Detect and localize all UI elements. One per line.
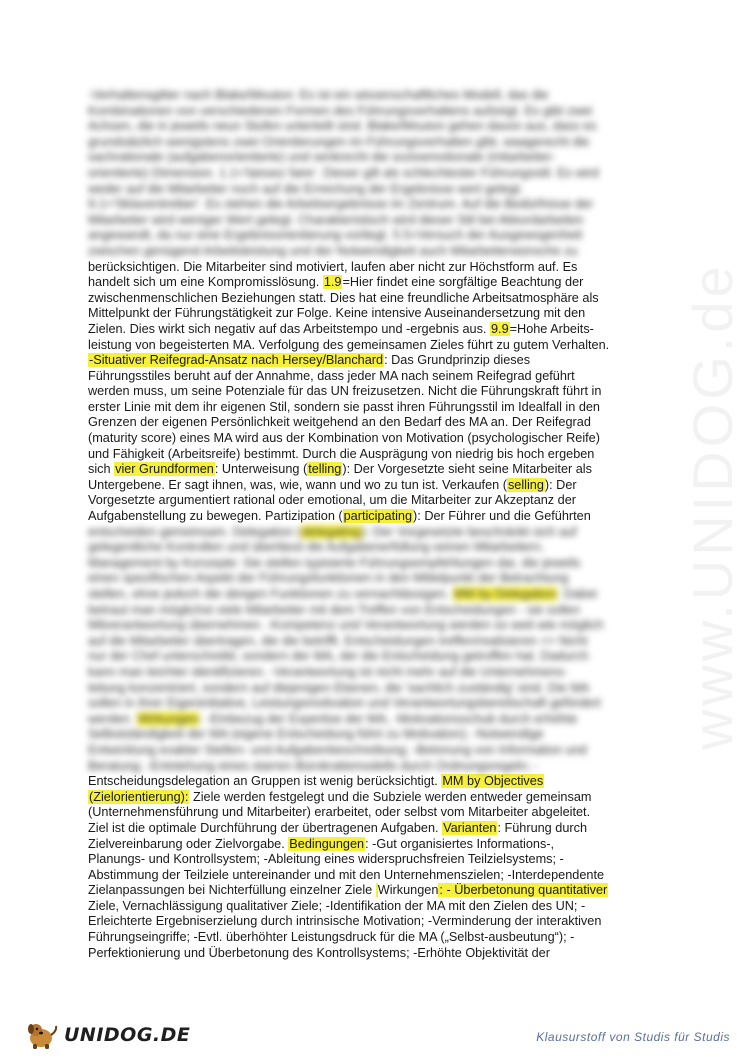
text-run: Erleichterte Ergebniserzielung durch intrinsische Motivation; -Verminderung der interaktiven [88,914,602,929]
footer-tagline: Klausurstoff von Studis für Studis [536,1030,730,1044]
text-run: Management by Konzepte: Sie stellen typisierte Führungsempfehlungen dar, die jeweils [88,555,581,570]
text-run: entscheiden gemeinsam. Delegation ( [88,524,301,539]
text-line [88,805,658,821]
text-run: Ziele, Vernachlässigung qualitativer Ziele; -Identifikation der MA mit den Zielen des UN; - [88,898,586,913]
text-run: zwischen genügend Arbeitsleistung und der Notwendigkeit auch Mitarbeiterwünsche zu [88,243,578,258]
text-run: leistung von begeisterten MA. Verfolgung des gemeinsamen Zieles führt zu gutem Verhalten. [88,337,610,352]
text-line [88,696,658,712]
text-run: Kombinationen von verschiedenen Formen des Führungsverhaltens aufzeigt. Es gibt zwei [88,103,593,118]
highlighted-term: participating [343,509,413,524]
text-line [88,88,658,104]
text-line [88,353,658,369]
text-run: Entscheidungsdelegation an Gruppen ist wenig berücksichtigt. [88,774,442,789]
text-line [88,587,658,603]
text-run: Zielanpassungen bei Nichterfüllung einzelner Ziele [88,883,376,898]
text-run: Zielen. Dies wirkt sich negativ auf das Arbeitstempo und -ergebnis aus. [88,321,490,336]
text-run: Beratung; -Entstehung eines starren Bürokratiemodells durch Ordnungsregeln; - [88,758,538,773]
text-run: nur der Chef unterschreibt, sondern der MA, der die Entscheidung getroffen hat. Dadurch [88,649,589,664]
text-run: : Führung durch [497,820,588,835]
text-line [88,571,658,587]
text-run: erster Linie mit dem ihr eigenen Stil, sondern sie passt ihren Führungsstil im Idealfall in den [88,399,600,414]
highlighted-term: vier Grundformen [115,462,214,477]
text-line [88,166,658,182]
visible-section-middle [88,260,658,525]
text-run: =Hohe Arbeits- [509,321,594,336]
text-line [88,182,658,198]
text-line [88,384,658,400]
text-run: : Unterweisung ( [214,462,308,477]
highlighted-term: telling [308,462,342,477]
text-run: auf die Mitarbeiter übertragen, die die betrifft. Entscheidungen treffen/realisieren => Nicht [88,633,588,648]
text-line [88,135,658,151]
text-run: Führungseingriffe; -Evtl. überhöhter Leistungsdruck für die MA („Selbst-ausbeutung“); - [88,930,575,945]
text-run: sachrationale (aufgabenorientierte) und senkrecht die sozioemotionale (mitarbeiter- [88,150,556,165]
text-run: angewandt, da nur eine Ergebnisorientierung vorliegt. 5.5=Versuch der Ausgewogenheit [88,228,583,243]
highlighted-term: : - Überbetonung quantitativer [439,883,608,898]
highlighted-term: Bedingungen [289,836,365,851]
text-run: ): Der Führer und die Geführten [413,509,591,524]
text-run: leitung konzentriert, sondern auf diejenigen Ebenen, die 'sachlich zuständig' sind. Die MA [88,680,590,695]
text-run: Ziel ist die optimale Durchführung der übertragenen Aufgaben. [88,820,443,835]
text-line [88,618,658,634]
text-run: zwischenmenschlichen Beziehungen statt. Dies hat eine freundliche Arbeitsatmosphäre als [88,290,599,305]
text-run: Vorgesetzte argumentiert rational oder emotional, um die Mitarbeiter zur Akzeptanz der [88,493,577,508]
text-line [88,322,658,338]
text-line [88,665,658,681]
text-line [88,727,658,743]
text-run: (maturity score) eines MA wird aus der Kombination von Motivation (psychologischer Reife) [88,431,600,446]
text-run: (Unternehmensführung und Mitarbeiter) erarbeitet, oder selbst vom Mitarbeiter abgeleitet. [88,805,591,820]
watermark: www.UNIDOG.de [681,262,744,750]
text-line [88,291,658,307]
text-line [88,525,658,541]
text-run: berücksichtigen. Die Mitarbeiter sind motiviert, laufen aber nicht zur Höchstform auf. Es [88,259,578,274]
text-run: : -Gut organisiertes Informations-, [365,836,555,851]
highlighted-term: MM by Delegation [453,587,556,601]
text-run: und Fähigkeit (Arbeitsreife) bestimmt. Durch die Ausprägung von niedrig bis hoch ergeben [88,446,595,461]
text-line [88,759,658,775]
text-run: sich [88,462,115,477]
text-line [88,821,658,837]
text-line [88,603,658,619]
text-run: Aufgabenstellung zu bewegen. Partizipation ( [88,509,343,524]
highlighted-term: Varianten [443,820,497,835]
text-line [88,634,658,650]
text-line [88,228,658,244]
text-run: stellen, ohne jedoch die übrigen Funktionen zu vernachlässigen. [88,587,453,601]
text-line [88,306,658,322]
text-line [88,197,658,213]
highlighted-term: (Zielorientierung): [89,789,189,804]
text-run: Perfektionierung und Überbetonung des Kontrollsystems; -Erhöhte Objektivität der [88,945,550,960]
highlighted-term: MM by Objectives [442,774,544,789]
text-line [88,462,658,478]
document-body [88,88,658,961]
visible-section-bottom [88,774,658,961]
text-run: kann man leichter identifizieren. -Verantwortung ist nicht mehr auf die Unternehmens- [88,664,568,679]
highlighted-term: delegating [302,524,361,539]
text-run: Untergebene. Er sagt ihnen, was, wie, wann und wo zu tun ist. Verkaufen ( [88,477,507,492]
text-line [88,540,658,556]
text-run: Achsen, die in jeweils neun Stufen unterteilt sind. Blake/Mouton gehen davon aus, dass es [88,119,597,134]
text-run: 9.1='Sklaventreiber'. Es stehen die Arbeitsergebnisse im Zentrum. Auf die Bedürfnisse der [88,197,594,212]
text-run: : Das Grundprinzip dieses [384,353,531,368]
text-line [88,338,658,354]
highlighted-term: 1.9 [323,275,342,290]
text-line [88,431,658,447]
text-line [88,930,658,946]
text-line [88,369,658,385]
text-line [88,883,658,899]
text-line [88,275,658,291]
text-run: Zielvereinbarung oder Zielvorgabe. [88,836,289,851]
text-line [88,244,658,260]
highlighted-term: Wirkungen [137,711,199,726]
text-line [88,493,658,509]
text-run: ): Der [544,477,577,492]
highlighted-term: -Situativer Reifegrad-Ansatz nach Hersey/Blanchard [89,353,384,368]
text-run: Mitverantwortung übernehmen. -Kompetenz und Verantwortung werden so weit wie möglich [88,618,604,633]
text-run: Entwicklung exakter Stellen- und Aufgabenbeschreibung; -Betonung von Information und [88,742,587,757]
text-run: Wirkungen [377,883,439,898]
text-line [88,790,658,806]
text-line [88,556,658,572]
text-line [88,447,658,463]
text-line [88,415,658,431]
text-run: Führungsstiles beruht auf der Annahme, dass jeder MA nach seinem Reifegrad geführt [88,368,575,383]
text-line [88,946,658,962]
text-line [88,852,658,868]
text-run: weder auf die Mitarbeiter noch auf die Erreichung der Ergebnisse wert gelegt. [88,181,524,196]
highlighted-term: selling [507,477,544,492]
text-run: Mitarbeiter wird weniger Wert gelegt. Charakteristisch wird dieser Stil bei Akkordarbeiten [88,212,584,227]
text-line [88,400,658,416]
text-run: -Verhaltensgitter nach Blake/Mouton: Es ist ein wissenschaftliches Modell, das die [88,88,549,102]
text-run: =Hier findet eine sorgfältige Beachtung der [342,275,584,290]
blurred-section-top [88,88,658,260]
text-line [88,649,658,665]
text-run: Ziele werden festgelegt und die Subziele werden entweder gemeinsam [189,789,592,804]
text-run: Mittelpunkt der Führungstätigkeit zur Folge. Keine intensive Auseinandersetzung mit den [88,306,586,321]
text-run: Grenzen der eigenen Persönlichkeit weitgehend an den Bedarf des MA an. Der Reifegrad [88,415,591,430]
text-run: einen spezifischen Aspekt der Führungsfunktionen in den Mittelpunkt der Betrachtung [88,571,569,586]
text-line [88,150,658,166]
text-run: orientierte) Dimension. 1.1='laissez faire'. Dieser gilt als schlechtester Führungsstil. Es wird [88,165,599,180]
text-line [88,213,658,229]
text-run: Abstimmung der Teilziele untereinander und mit den Unternehmenszielen; -Interdependente [88,867,605,882]
text-line [88,743,658,759]
highlighted-term: 9.9 [490,321,509,336]
text-line [88,837,658,853]
text-run: betraut man möglichst viele Mitarbeiter mit dem Treffen von Entscheidungen - sie sollen [88,602,580,617]
text-line [88,774,658,790]
text-line [88,104,658,120]
text-run: : Dabei [556,587,598,601]
text-line [88,899,658,915]
text-line [88,868,658,884]
text-run: werden. [88,711,137,726]
text-line [88,119,658,135]
blurred-section-bottom [88,525,658,775]
text-line [88,914,658,930]
text-run: ): Der Vorgesetzte sieht seine Mitarbeiter als [342,462,592,477]
text-run: ): Der Vorgesetzte beschränkt sich auf [361,524,577,539]
dog-mascot-icon [24,1020,58,1050]
unidog-logo[interactable] [24,1020,190,1050]
text-line [88,712,658,728]
text-run: handelt sich um eine Kompromisslösung. [88,275,323,290]
text-run: gelegentliche Kontrollen und überlässt die Aufgabenerfüllung seinen Mitarbeitern. [88,540,545,555]
logo-text: UNIDOG.DE [64,1024,191,1046]
text-line [88,681,658,697]
text-line [88,478,658,494]
text-run: werden muss, um seine Potenziale für das UN freizusetzen. Nicht die Führungskraft führt in [88,384,602,399]
text-run: grundsätzlich wenigstens zwei Orientierungen im Führungsverhalten gibt, waagerecht die [88,134,590,149]
text-run: Planungs- und Kontrollsystem; -Ableitung eines widerspruchsfreien Teilzielsystems; - [88,852,564,867]
text-run: : -Einbezug der Expertise der MA, -Motivationsschub durch erhöhte [199,711,578,726]
text-run: Selbstständigkeit der MA (eigene Entscheidung führt zu Motivation); -Notwendige [88,727,544,742]
text-run: sollen in ihrer Eigeninitiative, Leistungsmotivation und Verantwortungsbereitschaft gefördert [88,696,601,711]
text-line [88,260,658,276]
text-line [88,509,658,525]
